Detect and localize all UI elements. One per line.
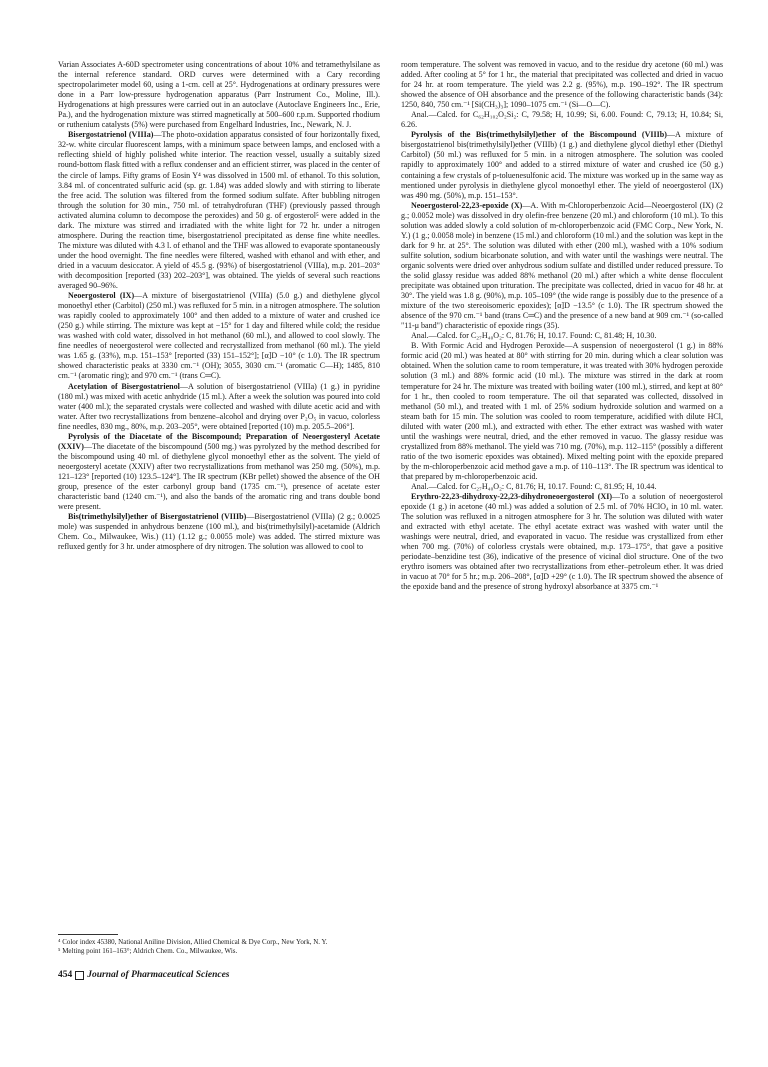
square-icon bbox=[75, 971, 84, 980]
paragraph bbox=[58, 130, 380, 291]
paragraph-text: —To a solution of neoergosterol epoxide (1 g.) in acetone (40 ml.) was added a solution of 2.5 ml. of 70% HClO₄ in 10 ml. water. The solution was refluxed in a nitrogen atmosphere for 3 hr. The solution was diluted with water and extracted with ethyl acetate. The ethyl acetate extract was washed with water until the washings were neutral, dried, and evaporated in vacuo. The residue was crystallized from ether when 700 mg. (70%) of colorless crystals were obtained, m.p. 173–175°, that gave a positive periodate–benzidine test (36), indicative of the presence of vicinal diol structure. One of the two erythro isomers was obtained after two recrystallizations from ether–petroleum ether. It was dried in vacuo at 70° for 5 hr.; m.p. 206–208°, [α]D +29° (c 1.0). The IR spectrum showed the absence of the epoxide band and the presence of strong hydroxyl absorbance at 3375 cm.⁻¹ bbox=[401, 492, 723, 592]
footnote: ⁵ Melting point 161–163°; Aldrich Chem. Co., Milwaukee, Wis. bbox=[58, 946, 238, 955]
section-heading: Bisergostatrienol (VIIIa) bbox=[68, 130, 154, 140]
paragraph bbox=[401, 482, 723, 492]
section-heading: Pyrolysis of the Bis(trimethylsilyl)ether of the Biscompound (VIIIb) bbox=[411, 130, 667, 140]
section-heading: Pyrolysis of the Diacetate of the Biscompound; Preparation of Neoergosteryl Acetate (XXIV) bbox=[58, 431, 380, 451]
right-column bbox=[401, 60, 723, 592]
paragraph-text: Varian Associates A-60D spectrometer using concentrations of about 10% and tetramethylsilane as the internal reference standard. ORD curves were determined with a Cary recording spectropolarimeter model 60, using a 1-cm. cell at 25°. Hydrogenations at ordinary pressures were done in a Parr low-pressure hydrogenation apparatus (Parr Instrument Co., Moline, Ill.). Hydrogenations at high pressures were carried out in an autoclave (Autoclave Engineers Inc., Erie, Pa.), and the hydrogenation mixture was stirred magnetically at 500–600 r.p.m. Supported rhodium or ruthenium catalysts (5%) were purchased from Engelhard Industries, Inc., Newark, N. J. bbox=[58, 60, 380, 130]
left-column bbox=[58, 60, 380, 552]
section-heading: Bis(trimethylsilyl)ether of Bisergostatrienol (VIIIb) bbox=[68, 512, 247, 522]
section-heading: Acetylation of Bisergostatrienol bbox=[68, 381, 180, 391]
paragraph-text: —A solution of bisergostatrienol (VIIIa) (1 g.) in pyridine (180 ml.) was mixed with acetic anhydride (15 ml.). After a week the solution was poured into cold water (400 ml.); the separated crystals were collected and washed with dilute acetic acid and with water. After two recrystallizations from benzene–alcohol and drying over P₂O₅ in vacuo, colorless fine needles, 830 mg., 80%, m.p. 203–205°, were obtained [reported (10) m.p. 205.5–206°]. bbox=[58, 381, 380, 431]
paragraph bbox=[401, 110, 723, 130]
journal-page bbox=[58, 60, 723, 1050]
page-number: 454 bbox=[58, 970, 73, 980]
section-heading: Erythro-22,23-dihydroxy-22,23-dihydroneoergosterol (XI) bbox=[411, 492, 613, 502]
paragraph bbox=[401, 331, 723, 341]
paragraph bbox=[58, 382, 380, 432]
paragraph-text: —A. With m-Chloroperbenzoic Acid—Neoergosterol (IX) (2 g.; 0.0052 mole) was dissolved in dry olefin-free benzene (20 ml.) and chloroform (10 ml.). To this solution was added slowly a cold solution of m-chloroperbenzoic acid (FMC Corp., New York, N. Y.) (1 g.; 0.0058 mole) in benzene (15 ml.) and chloroform (10 ml.) and the solution was kept in the dark for 9 hr. at 25°. The solution was diluted with ether (200 ml.), washed with a 10% sodium sulfite solution, sodium bicarbonate solution, and with water until the washings were neutral. The organic solvents were dried over anhydrous sodium sulfate and distilled under reduced pressure. To the solid glassy residue was added 88% methanol (20 ml.) after which a white dense flocculent precipitate was obtained upon trituration. The precipitate was collected, dried in vacuo for 48 hr. at 30°. The yield was 1.8 g. (90%), m.p. 105–109° (the wide range is possibly due to the presence of a mixture of the two stereoisomeric epoxides); [α]D −13.5° (c 1.0). The IR spectrum showed the absence of the 970 cm.⁻¹ band (trans C═C) and the presence of a new band at 909 cm.⁻¹ (so-called "11-μ band") characteristic of epoxide rings (35). bbox=[401, 200, 723, 331]
paragraph-text: room temperature. The solvent was removed in vacuo, and to the residue dry acetone (60 ml.) was added. After cooling at 5° for 1 hr., the material that precipitated was collected and dried in vacuo for 24 hr. at room temperature. The yield was 2.2 g. (95%), m.p. 190–192°. The IR spectrum showed the absence of OH absorbance and the presence of the following characteristic bands (34): 1250, 840, 750 cm.⁻¹ [Si(CH₃)₃]; 1090–1075 cm.⁻¹ (Si—O—C). bbox=[401, 60, 723, 110]
paragraph-text: —A mixture of bisergostatrienol (VIIIa) (5.0 g.) and diethylene glycol monoethyl ether (Carbitol) (250 ml.) was refluxed for 5 min. in a nitrogen atmosphere. The solution was rapidly cooled to approximately 100° and then added to a mixture of water and crushed ice (250 g.) while stirring. The mixture was kept at −15° for 1 day and filtered while cold; the residue was washed with cold water, dissolved in hot methanol (60 ml.), and allowed to cool slowly. The fine needles of neoergosterol were collected and recrystallized from methanol (60 ml.). The yield was 1.65 g. (33%), m.p. 151–153° [reported (33) 151–152°]; [α]D −10° (c 1.0). The IR spectrum showed characteristic peaks at 3330 cm.⁻¹ (OH); 3055, 3030 cm.⁻¹ (aromatic C—H); 1485, 810 cm.⁻¹ (aromatic ring); and 970 cm.⁻¹ (trans C═C). bbox=[58, 291, 380, 381]
page-footer bbox=[58, 970, 230, 980]
paragraph-text: Anal.—Calcd. for C₂₇H₄₀O₂: C, 81.76; H, 10.17. Found: C, 81.48; H, 10.30. bbox=[411, 331, 657, 341]
paragraph-text: Anal.—Calcd. for C₂₇H₄₀O₂: C, 81.76; H, 10.17. Found: C, 81.95; H, 10.44. bbox=[411, 481, 657, 491]
footnote-rule bbox=[58, 934, 118, 935]
paragraph bbox=[401, 201, 723, 332]
paragraph bbox=[58, 60, 380, 130]
paragraph-text: —The photo-oxidation apparatus consisted of four horizontally fixed, 32-w. white circular fluorescent lamps, with a minimum space between lamps, and enclosed with a reflecting shield of highly polished white interior. The reaction vessel, usually a suitably sized round-bottom flask fitted with a reflux condenser and an efficient stirrer, was placed in the center of the circle of lamps. Fifty grams of Eosin Y⁴ was dissolved in 1500 ml. of ethanol. To this solution, 3.84 ml. of concentrated sulfuric acid (sp. gr. 1.84) was added slowly and with stirring to liberate the free acid. The solution was filtered from the formed sodium sulfate. After bubbling nitrogen through the solution for 30 min., 750 ml. of tetrahydrofuran (THF) (previously passed through activated alumina column to decompose the peroxides) and 50 g. of ergosterol⁵ were added in the dark. The mixture was stirred and irradiated with the white light for 72 hr. under a nitrogen atmosphere. During the reaction time, bisergostatrienol precipitated as dense fine white needles. The mixture was diluted with 4.3 l. of ethanol and the THF was allowed to evaporate spontaneously under the hood overnight. The fine needles were filtered, washed with ethanol and with ether, and dried in a vacuum desiccator. A yield of 45.5 g. (93%) of bisergostatrienol (VIIIa), m.p. 201–203° with decomposition [reported (33) 202–203°], was obtained. The yields of several such reactions averaged 90–96%. bbox=[58, 130, 380, 291]
paragraph bbox=[58, 512, 380, 552]
paragraph-text: Anal.—Calcd. for C₆₂H₁₀₂O₂Si₂: C, 79.58; H, 10.99; Si, 6.00. Found: C, 79.13; H, 10.84; Si, 6.26. bbox=[401, 110, 723, 130]
paragraph-text: —A mixture of bisergostatrienol bis(trimethylsilyl)ether (VIIIb) (1 g.) and diethylene glycol diethyl ether (Diethyl Carbitol) (50 ml.) was refluxed for 5 min. in a nitrogen atmosphere. The solution was cooled rapidly to approximately 100° and added to a stirred mixture of water and crushed ice (50 g.) containing a few crystals of p-toluenesulfonic acid. The mixture was worked up in the same way as mentioned under pyrolysis in diethylene glycol monoethyl ether. The yield of neoergosterol (IX) was 490 mg. (50%), m.p. 151–153°. bbox=[401, 130, 723, 200]
paragraph bbox=[401, 60, 723, 110]
paragraph bbox=[58, 291, 380, 381]
journal-name: Journal of Pharmaceutical Sciences bbox=[87, 970, 230, 980]
footnote: ⁴ Color index 45380, National Aniline Division, Allied Chemical & Dye Corp., New York, N. Y. bbox=[58, 938, 328, 946]
paragraph bbox=[58, 432, 380, 512]
footnotes bbox=[58, 934, 380, 955]
paragraph bbox=[401, 492, 723, 592]
paragraph bbox=[401, 341, 723, 482]
paragraph-text: —Bisergostatrienol (VIIIa) (2 g.; 0.0025 mole) was suspended in anhydrous benzene (100 ml.), and bis(trimethylsilyl)-acetamide (Aldrich Chem. Co., Milwaukee, Wis.) (11) (1.12 g.; 0.0055 mole) was added. The stirred mixture was refluxed gently for 3 hr. under atmosphere of dry nitrogen. The solution was allowed to cool to bbox=[58, 512, 381, 552]
section-heading: Neoergosterol-22,23-epoxide (X) bbox=[411, 200, 523, 210]
paragraph bbox=[401, 130, 723, 200]
section-heading: Neoergosterol (IX) bbox=[68, 291, 135, 301]
paragraph-text: —The diacetate of the biscompound (500 mg.) was pyrolyzed by the method described for the biscompound using 40 ml. of diethylene glycol monoethyl ether as the solvent. The yield of neoergosteryl acetate (XXIV) after two recrystallizations from methanol was 250 mg. (50%), m.p. 121–123° [reported (10) 123.5–124°]. The IR spectrum (KBr pellet) showed the absence of the OH group, presence of the ester carbonyl group band (1735 cm.⁻¹), presence of acetate ester characteristic band (1240 cm.⁻¹), and also the bands of the aromatic ring and trans double bond were present. bbox=[58, 441, 380, 512]
paragraph-text: B. With Formic Acid and Hydrogen Peroxide—A suspension of neoergosterol (1 g.) in 88% formic acid (20 ml.) was heated at 80° with stirring for 20 min. during which a clear solution was obtained. When the solution came to room temperature, it was treated with 30% hydrogen peroxide solution (3 ml.) and 88% formic acid (10 ml.). The mixture was stirred in the dark at room temperature for 24 hr. The mixture was treated with boiling water (100 ml.), stirred, and kept at 80° for 1 hr., then cooled to room temperature. The oil that separated was collected, dissolved in methanol (50 ml.), and treated with 1 ml. of 25% sodium hydroxide solution and warmed on a steam bath for 15 min. The solution was cooled to room temperature, acidified with dilute HCl, diluted with water (200 ml.), and extracted with ether. The ether extract was washed with water until the washings were neutral, dried, and the ether removed in vacuo. The glassy residue was crystallized from 88% methanol. The yield was 710 mg. (70%), m.p. 112–115° (possibly a different ratio of the two isomeric epoxides was obtained). Mixed melting point with the epoxide prepared by the m-chloroperbenzoic acid method gave a m.p. of 110–113°. The IR spectrum was identical to that prepared by m-chloroperbenzoic acid. bbox=[401, 341, 723, 481]
